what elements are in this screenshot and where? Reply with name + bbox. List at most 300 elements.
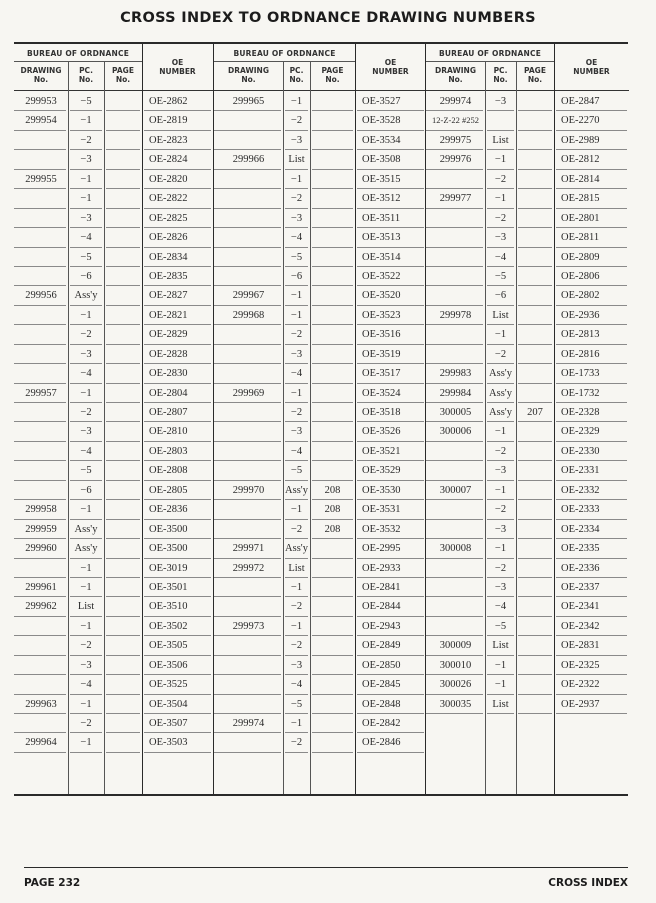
page-cell xyxy=(310,733,355,752)
oe-cell: OE-2989 xyxy=(561,134,600,146)
page-cell xyxy=(104,345,142,364)
pc-cell: −1 xyxy=(80,387,92,399)
pc-cell: −1 xyxy=(494,679,507,691)
oe-cell: OE-3525 xyxy=(149,679,188,691)
drawing-cell: 299960 xyxy=(25,543,57,555)
drawing-cell xyxy=(14,656,68,675)
header-label: NUMBER xyxy=(372,67,409,76)
oe-cell: OE-2821 xyxy=(149,309,188,321)
oe-cell: OE-2936 xyxy=(561,309,600,321)
table-row xyxy=(14,92,213,111)
page-cell xyxy=(310,559,355,578)
table-row xyxy=(214,384,426,403)
page-cell xyxy=(516,286,554,305)
table-row xyxy=(14,422,213,441)
oe-cell: OE-3519 xyxy=(362,348,401,360)
pc-cell: −1 xyxy=(494,329,507,341)
oe-cell: OE-2816 xyxy=(561,348,600,360)
pc-cell: −3 xyxy=(80,659,92,671)
drawing-cell xyxy=(426,248,485,267)
table-row xyxy=(214,403,426,422)
table-row xyxy=(214,325,426,344)
pc-cell: Ass'y xyxy=(74,523,98,535)
header-label: PC. xyxy=(289,66,304,75)
page-header xyxy=(516,66,554,84)
page-cell xyxy=(104,228,142,247)
page-cell xyxy=(516,617,554,636)
table-row xyxy=(14,403,213,422)
drawing-cell: 299978 xyxy=(439,309,472,321)
header-label: No. xyxy=(115,75,131,84)
header-label: DRAWING xyxy=(228,66,269,75)
pc-cell: −2 xyxy=(80,407,92,418)
pc-cell: −1 xyxy=(290,309,303,321)
drawing-cell xyxy=(14,306,68,325)
table-row xyxy=(426,422,629,441)
oe-cell: OE-3532 xyxy=(362,523,401,535)
pc-cell: −3 xyxy=(290,426,303,438)
header-label: PC. xyxy=(79,66,93,75)
pc-cell: List xyxy=(492,134,509,146)
oe-cell: OE-2826 xyxy=(149,232,188,244)
page-cell xyxy=(516,209,554,228)
page-cell xyxy=(516,267,554,286)
drawing-cell: 299970 xyxy=(232,484,265,496)
page-cell xyxy=(310,461,355,480)
drawing-cell: 299983 xyxy=(439,368,472,380)
pc-cell: −2 xyxy=(290,737,303,749)
oe-cell: OE-2828 xyxy=(149,348,188,360)
drawing-cell: 299964 xyxy=(25,737,57,749)
header-label: PAGE xyxy=(524,66,546,75)
page-cell xyxy=(516,364,554,383)
oe-cell: OE-3501 xyxy=(149,581,188,593)
oe-cell: OE-3524 xyxy=(362,387,401,399)
table-row xyxy=(14,772,213,791)
oe-cell: OE-3507 xyxy=(149,718,188,729)
drawing-cell xyxy=(14,189,68,208)
pc-cell: −2 xyxy=(494,504,507,516)
table-row xyxy=(214,753,426,772)
page-cell xyxy=(516,131,554,150)
drawing-cell xyxy=(426,209,485,228)
page-cell xyxy=(310,578,355,597)
oe-cell: OE-2325 xyxy=(561,659,600,671)
pc-header xyxy=(485,66,516,84)
page-cell xyxy=(104,520,142,539)
page-cell xyxy=(310,539,355,558)
drawing-cell xyxy=(426,461,485,480)
pc-cell: −6 xyxy=(80,270,92,282)
oe-cell: OE-2820 xyxy=(149,173,188,185)
table-row xyxy=(14,150,213,169)
table-row xyxy=(426,656,629,675)
page-cell xyxy=(310,617,355,636)
page-cell xyxy=(516,461,554,480)
pc-cell: −1 xyxy=(494,659,507,671)
drawing-cell xyxy=(14,131,68,150)
oe-cell: OE-2846 xyxy=(362,737,401,749)
drawing-cell xyxy=(214,248,283,267)
pc-cell: −2 xyxy=(80,640,92,652)
page-cell xyxy=(310,111,355,130)
table-row xyxy=(214,597,426,616)
oe-cell: OE-3508 xyxy=(362,154,401,166)
page-cell xyxy=(516,520,554,539)
pc-cell: Ass'y xyxy=(489,407,512,418)
oe-cell: OE-2342 xyxy=(561,620,600,632)
page-cell xyxy=(516,306,554,325)
drawing-cell xyxy=(214,228,283,247)
page-cell xyxy=(516,597,554,616)
header-rule xyxy=(426,61,554,62)
pc-cell: −1 xyxy=(290,173,303,185)
page-cell xyxy=(310,286,355,305)
bureau-of-ordnance-header: BUREAU OF ORDNANCE xyxy=(233,49,336,58)
pc-cell: −3 xyxy=(494,96,507,107)
pc-cell xyxy=(485,111,516,130)
pc-cell: −3 xyxy=(494,232,507,244)
page-cell xyxy=(310,306,355,325)
header-label: No. xyxy=(527,75,543,84)
pc-cell: −5 xyxy=(80,465,92,477)
oe-cell: OE-3500 xyxy=(149,523,188,535)
pc-cell: List xyxy=(492,640,509,652)
oe-cell: OE-3523 xyxy=(362,309,401,321)
table-row xyxy=(14,111,213,130)
oe-cell: OE-1732 xyxy=(561,387,600,399)
oe-cell: OE-3520 xyxy=(362,290,401,302)
drawing-cell: 300009 xyxy=(439,640,472,652)
page-cell xyxy=(516,150,554,169)
oe-cell: OE-3518 xyxy=(362,407,401,418)
page-cell xyxy=(516,539,554,558)
table-row xyxy=(426,578,629,597)
drawing-cell xyxy=(426,170,485,189)
page-cell xyxy=(104,656,142,675)
pc-cell: −1 xyxy=(494,154,507,166)
oe-cell: OE-3515 xyxy=(362,173,401,185)
drawing-cell xyxy=(214,325,283,344)
pc-cell: −1 xyxy=(80,193,92,205)
drawing-cell xyxy=(14,228,68,247)
table-row xyxy=(14,364,213,383)
table-row xyxy=(214,695,426,714)
table-row xyxy=(214,520,426,539)
drawing-cell: 299963 xyxy=(25,698,57,710)
drawing-cell xyxy=(214,733,283,752)
pc-cell: −1 xyxy=(290,387,303,399)
table-row xyxy=(426,714,629,733)
page-cell xyxy=(104,131,142,150)
oe-cell: OE-3510 xyxy=(149,601,188,613)
table-row xyxy=(14,286,213,305)
page-cell xyxy=(516,442,554,461)
header-label: No. xyxy=(493,75,508,84)
table-row xyxy=(214,267,426,286)
table-row xyxy=(14,442,213,461)
oe-cell: OE-2844 xyxy=(362,601,401,613)
page-cell xyxy=(104,364,142,383)
table-row xyxy=(426,306,629,325)
header-rule xyxy=(14,61,142,62)
pc-cell: −4 xyxy=(80,445,92,457)
page-cell xyxy=(310,695,355,714)
oe-cell: OE-3503 xyxy=(149,737,188,749)
drawing-cell xyxy=(214,656,283,675)
pc-cell: −4 xyxy=(290,679,303,691)
table-row xyxy=(214,559,426,578)
table-row xyxy=(214,306,426,325)
table-row xyxy=(426,500,629,519)
page-cell xyxy=(104,461,142,480)
pc-cell: −1 xyxy=(80,504,92,516)
oe-cell: OE-2830 xyxy=(149,368,188,380)
header-label: PAGE xyxy=(112,66,134,75)
oe-cell: OE-2850 xyxy=(362,659,401,671)
pc-cell: −5 xyxy=(290,251,303,263)
oe-cell: OE-2827 xyxy=(149,290,188,302)
pc-cell: −1 xyxy=(80,115,92,127)
oe-cell: OE-3506 xyxy=(149,659,188,671)
page-cell xyxy=(104,422,142,441)
oe-number-header xyxy=(554,58,629,76)
drawing-cell: 300007 xyxy=(439,484,472,496)
table-row xyxy=(426,248,629,267)
pc-cell: −3 xyxy=(494,465,507,477)
drawing-cell: 300005 xyxy=(439,407,472,418)
pc-cell: List xyxy=(288,562,305,574)
page-cell xyxy=(104,170,142,189)
oe-cell: OE-2845 xyxy=(362,679,401,691)
pc-cell: −2 xyxy=(290,640,303,652)
pc-cell: −4 xyxy=(290,445,303,457)
table-row xyxy=(214,286,426,305)
oe-cell: OE-2813 xyxy=(561,329,600,341)
oe-cell: OE-3500 xyxy=(149,543,188,555)
pc-cell: −3 xyxy=(290,659,303,671)
table-row xyxy=(426,267,629,286)
pc-cell: Ass'y xyxy=(489,368,512,380)
table-row xyxy=(14,520,213,539)
oe-cell: OE-3534 xyxy=(362,134,401,146)
drawing-cell: 300006 xyxy=(439,426,472,438)
header-rule xyxy=(214,61,355,62)
table-row xyxy=(214,772,426,791)
table-row xyxy=(426,131,629,150)
oe-cell: OE-2331 xyxy=(561,465,600,477)
header-label: No. xyxy=(78,75,94,84)
bureau-of-ordnance-header: BUREAU OF ORDNANCE xyxy=(26,49,130,58)
oe-cell: OE-2849 xyxy=(362,640,401,652)
page-cell xyxy=(310,248,355,267)
pc-cell: −4 xyxy=(494,601,507,613)
oe-cell: OE-2322 xyxy=(561,679,600,691)
table-row xyxy=(14,656,213,675)
oe-cell: OE-2802 xyxy=(561,290,600,302)
page-cell xyxy=(516,345,554,364)
drawing-cell: 299954 xyxy=(25,115,57,127)
drawing-cell xyxy=(214,500,283,519)
pc-cell: −1 xyxy=(290,581,303,593)
bureau-of-ordnance-header: BUREAU OF ORDNANCE xyxy=(438,49,542,58)
table-row xyxy=(214,189,426,208)
page-cell xyxy=(104,733,142,752)
drawing-cell xyxy=(426,345,485,364)
drawing-cell xyxy=(14,481,68,500)
page-cell xyxy=(104,150,142,169)
oe-cell: OE-3531 xyxy=(362,504,401,516)
header-label: No. xyxy=(33,75,49,84)
oe-cell: OE-3512 xyxy=(362,193,401,205)
page-cell xyxy=(310,597,355,616)
drawing-cell xyxy=(426,597,485,616)
pc-cell: −4 xyxy=(290,368,303,380)
page-cell xyxy=(310,656,355,675)
pc-cell: −3 xyxy=(80,154,92,166)
oe-cell: OE-2270 xyxy=(561,115,600,127)
drawing-cell xyxy=(426,325,485,344)
table-row xyxy=(14,578,213,597)
drawing-cell xyxy=(214,597,283,616)
table-row xyxy=(14,325,213,344)
table-row xyxy=(214,461,426,480)
table-row xyxy=(214,733,426,752)
pc-cell: −5 xyxy=(80,96,92,107)
oe-cell: OE-3516 xyxy=(362,329,401,341)
pc-cell: −6 xyxy=(80,484,92,496)
page-cell xyxy=(104,248,142,267)
page-cell xyxy=(104,92,142,111)
pc-cell: −5 xyxy=(290,698,303,710)
table-row xyxy=(214,92,426,111)
pc-cell: −2 xyxy=(494,348,507,360)
oe-cell: OE-2812 xyxy=(561,154,600,166)
drawing-cell: 299974 xyxy=(232,718,265,729)
drawing-cell xyxy=(214,578,283,597)
oe-cell: OE-3019 xyxy=(149,562,188,574)
table-row xyxy=(426,189,629,208)
pc-cell: −1 xyxy=(290,290,303,302)
page-cell: 208 xyxy=(324,484,341,496)
pc-cell: −3 xyxy=(80,426,92,438)
pc-cell: −2 xyxy=(290,407,303,418)
page-cell xyxy=(104,714,142,733)
page-cell xyxy=(310,325,355,344)
table-row xyxy=(214,150,426,169)
table-row xyxy=(14,597,213,616)
table-row xyxy=(214,500,426,519)
header-label: OE xyxy=(585,58,598,67)
section-label: CROSS INDEX xyxy=(548,877,628,889)
page-cell xyxy=(516,422,554,441)
oe-cell: OE-2815 xyxy=(561,193,600,205)
table-row xyxy=(426,636,629,655)
drawing-cell: 299973 xyxy=(232,620,265,632)
page-cell xyxy=(310,131,355,150)
pc-cell: List xyxy=(492,698,509,710)
table-row xyxy=(14,500,213,519)
header-label: No. xyxy=(241,75,256,84)
drawing-cell xyxy=(426,559,485,578)
oe-cell: OE-2823 xyxy=(149,134,188,146)
header-label: DRAWING xyxy=(435,66,476,75)
drawing-cell: 300010 xyxy=(439,659,472,671)
pc-cell: −2 xyxy=(494,445,507,457)
drawing-cell xyxy=(214,111,283,130)
page-cell xyxy=(104,384,142,403)
page-cell xyxy=(104,559,142,578)
oe-cell: OE-3529 xyxy=(362,465,401,477)
drawing-cell: 299961 xyxy=(25,581,57,593)
oe-cell: OE-2809 xyxy=(561,251,600,263)
oe-cell: OE-2834 xyxy=(149,251,188,263)
table-row xyxy=(14,461,213,480)
page-cell xyxy=(310,150,355,169)
drawing-cell xyxy=(426,578,485,597)
pc-cell: −2 xyxy=(494,562,507,574)
oe-cell: OE-2332 xyxy=(561,484,600,496)
page-header xyxy=(104,66,142,84)
table-body xyxy=(426,92,629,792)
page-cell: 208 xyxy=(324,523,341,535)
page-cell xyxy=(104,306,142,325)
pc-cell: −5 xyxy=(290,465,303,477)
pc-cell: −5 xyxy=(494,620,507,632)
drawing-cell xyxy=(214,636,283,655)
drawing-header xyxy=(214,66,283,84)
pc-cell: −2 xyxy=(494,212,507,224)
pc-cell: −1 xyxy=(80,737,92,749)
oe-cell: OE-2847 xyxy=(561,96,600,107)
page-cell: 207 xyxy=(527,407,543,418)
table-row xyxy=(14,559,213,578)
table-row xyxy=(426,170,629,189)
drawing-cell xyxy=(14,403,68,422)
table-row xyxy=(14,189,213,208)
table-row xyxy=(214,345,426,364)
table-row xyxy=(426,539,629,558)
oe-cell: OE-3526 xyxy=(362,426,401,438)
column-group xyxy=(14,44,213,794)
oe-cell: OE-2810 xyxy=(149,426,188,438)
table-row xyxy=(14,248,213,267)
table-row xyxy=(426,520,629,539)
page-cell: 208 xyxy=(324,504,341,516)
header-label: No. xyxy=(325,75,340,84)
page-cell xyxy=(104,325,142,344)
page-cell xyxy=(516,636,554,655)
oe-cell: OE-2995 xyxy=(362,543,401,555)
page-cell xyxy=(310,364,355,383)
oe-cell: OE-2806 xyxy=(561,270,600,282)
oe-cell: OE-3517 xyxy=(362,368,401,380)
drawing-cell: 299957 xyxy=(25,387,57,399)
drawing-cell xyxy=(426,228,485,247)
oe-cell: OE-2335 xyxy=(561,543,600,555)
drawing-cell xyxy=(426,520,485,539)
table-row xyxy=(426,481,629,500)
oe-cell: OE-2805 xyxy=(149,484,188,496)
pc-cell: −2 xyxy=(290,115,303,127)
page-cell xyxy=(516,695,554,714)
page-cell xyxy=(516,248,554,267)
page-cell xyxy=(310,170,355,189)
header-label: OE xyxy=(384,58,397,67)
page-cell xyxy=(104,442,142,461)
drawing-cell xyxy=(14,559,68,578)
oe-cell: OE-2862 xyxy=(149,96,188,107)
